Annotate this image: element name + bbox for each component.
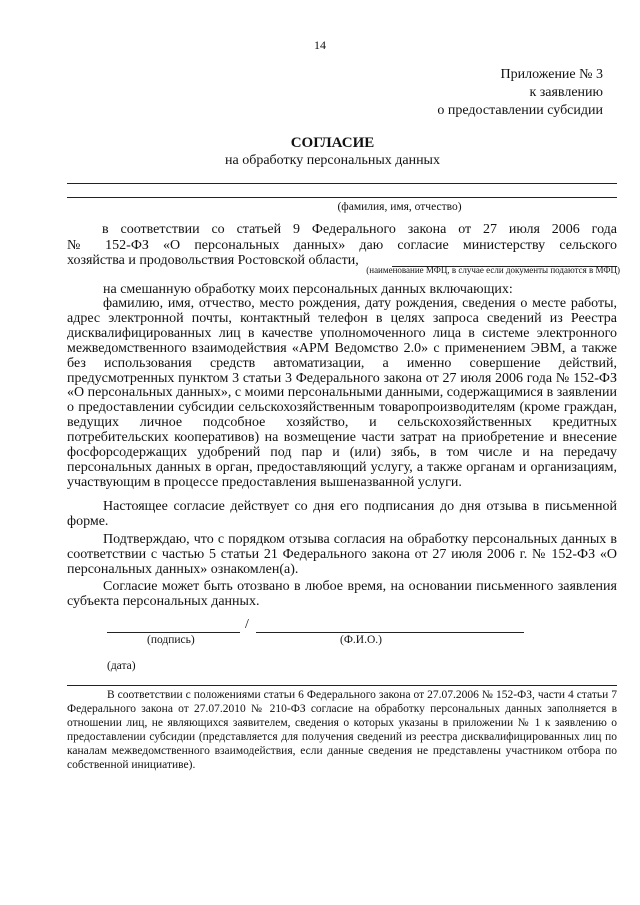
signature-slash: / — [245, 617, 249, 632]
revocation-paragraph: Согласие может быть отозвано в любое время, на основании письменного заявления субъекта персональных данных. — [67, 579, 617, 609]
mfc-caption: (наименование МФЦ, в случае если документы подаются в МФЦ) — [366, 265, 620, 275]
document-title: СОГЛАСИЕ — [290, 135, 375, 151]
signature-fill-line — [107, 632, 240, 633]
footnote-text: В соответствии с положениями статьи 6 Федерального закона от 27.07.2006 № 152-ФЗ, части 4 статьи 7 Федерального закона от 27.07.2010 № 210-ФЗ согласие на обработку персональных данных заполняется в отношении лиц, не являющихся заявителем, сведения о которых указаны в приложении № 1 к заявлению о предоставлении субсидии (представляется для получения сведений из реестра дисквалифицированных лиц по каналам межведомственного взаимодействия, если данные сведения не представлены участником отбора по собственной инициативе). — [67, 689, 617, 771]
fio-fill-line — [256, 632, 524, 633]
footnote-separator — [67, 685, 617, 686]
page-number: 14 — [314, 38, 326, 52]
appendix-line-1: Приложение № 3 — [500, 67, 603, 82]
document-subtitle: на обработку персональных данных — [225, 153, 440, 168]
appendix-line-2: к заявлению — [529, 85, 603, 100]
appendix-line-3: о предоставлении субсидии — [437, 103, 603, 118]
signature-caption: (подпись) — [147, 634, 195, 646]
fio-caption: (фамилия, имя, отчество) — [337, 201, 462, 213]
confirmation-paragraph: Подтверждаю, что с порядком отзыва согласия на обработку персональных данных в соответствии с частью 5 статьи 21 Федерального закона от 27 июля 2006 г. № 152-ФЗ «О персональных данных» ознакомлен(а). — [67, 532, 617, 577]
intro-line-3: хозяйства и продовольствия Ростовской области, — [67, 253, 359, 268]
date-caption: (дата) — [107, 660, 136, 672]
name-fill-line-2 — [67, 197, 617, 198]
data-list-paragraph: фамилию, имя, отчество, место рождения, дату рождения, сведения о месте работы, адрес электронной почты, контактный телефон в целях запроса сведений из Реестра дисквалифицированных лиц в качестве уполномоченного лица в системе электронного межведомственного взаимодействия «АРМ Ведомство 2.0» с применением ЭВМ, а также без использования средств автоматизации, а именно совершение действий, предусмотренных пунктом 3 статьи 3 Федерального закона от 27 июля 2006 года № 152-ФЗ «О персональных данных», с моими персональными данными, содержащимися в заявлении о предоставлении субсидии сельскохозяйственным товаропроизводителям (кроме граждан, ведущих личное подсобное хозяйство, и сельскохозяйственных кредитных потребительских кооперативов) на возмещение части затрат на приобретение и внесение фосфорсодержащих удобрений под пар и (или) зябь, в том числе и на передачу персональных данных в орган, предоставляющий услугу, а также органам и организациям, участвующим в процессе предоставления вышеназванной услуги. — [67, 296, 617, 490]
intro-line-1: в соответствии со статьей 9 Федерального закона от 27 июля 2006 года — [102, 222, 617, 237]
mixed-processing-line: на смешанную обработку моих персональных данных включающих: — [103, 282, 513, 297]
intro-line-2: № 152-ФЗ «О персональных данных» даю согласие министерству сельского — [67, 238, 617, 253]
signature-fio-caption: (Ф.И.О.) — [340, 634, 382, 646]
validity-paragraph: Настоящее согласие действует со дня его подписания до дня отзыва в письменной форме. — [67, 499, 617, 529]
name-fill-line-1 — [67, 183, 617, 184]
